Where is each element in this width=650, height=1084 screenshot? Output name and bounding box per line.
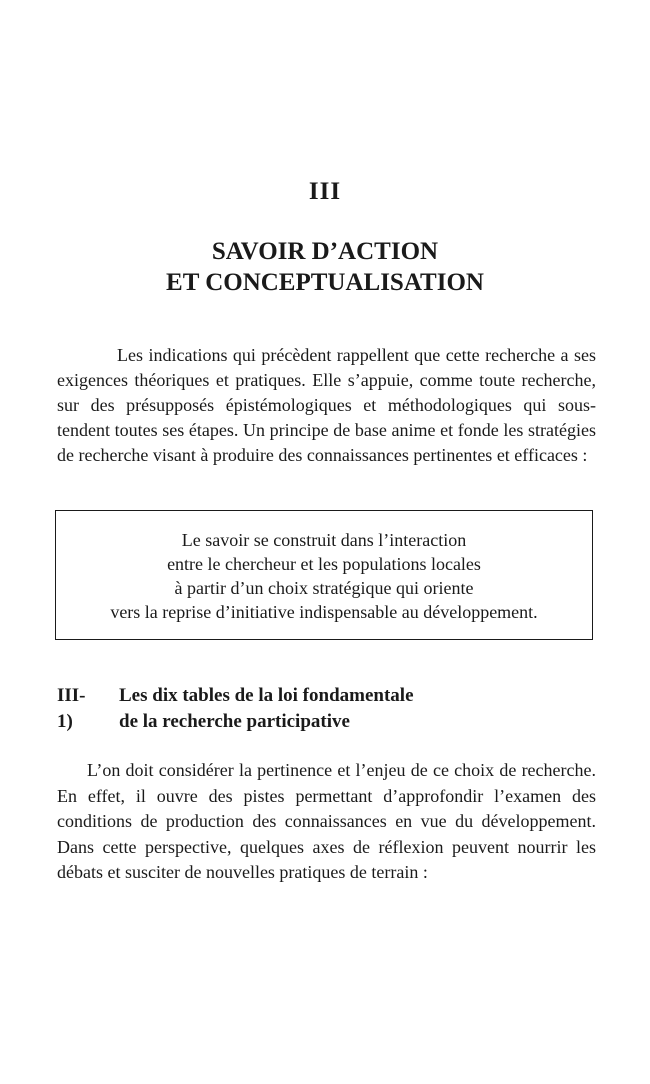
intro-paragraph: Les indications qui précèdent rappellent que cette recherche a ses exigences théoriques et pratiques. Elle s’appuie, comme toute recherche, sur des présupposés épistémologiques et méthodologiques qui sous-tendent toutes ses étapes. Un principe de base anime et fonde les stratégies de recherche visant à produire des connaissances pertinentes et efficaces :	[57, 345, 596, 465]
principle-text	[56, 528, 592, 624]
chapter-number: III	[308, 178, 342, 205]
principle-line: vers la reprise d’initiative indispensable au développement.	[110, 602, 538, 622]
section-title	[119, 683, 539, 735]
principle-box	[55, 510, 593, 640]
principle-line: Le savoir se construit dans l’interaction	[181, 530, 467, 550]
section-title-line: de la recherche participative	[119, 711, 350, 732]
principle-line: entre le chercheur et les populations locales	[167, 554, 481, 574]
section-number: III-1)	[57, 685, 86, 732]
section-title-line: Les dix tables de la loi fondamentale	[119, 685, 414, 706]
chapter-title	[0, 236, 650, 298]
chapter-title-line: ET CONCEPTUALISATION	[166, 269, 484, 296]
chapter-title-line: SAVOIR D’ACTION	[211, 238, 439, 265]
principle-line: à partir d’un choix stratégique qui oriente	[174, 578, 474, 598]
body-paragraph: L’on doit considérer la pertinence et l’enjeu de ce choix de recherche. En effet, il ouvre des pistes permettant d’approfondir l’examen des conditions de production des connaissances en vue du développement. Dans cette perspective, quelques axes de réflexion peuvent nourrir les débats et susciter de nouvelles pratiques de terrain :	[57, 760, 596, 882]
